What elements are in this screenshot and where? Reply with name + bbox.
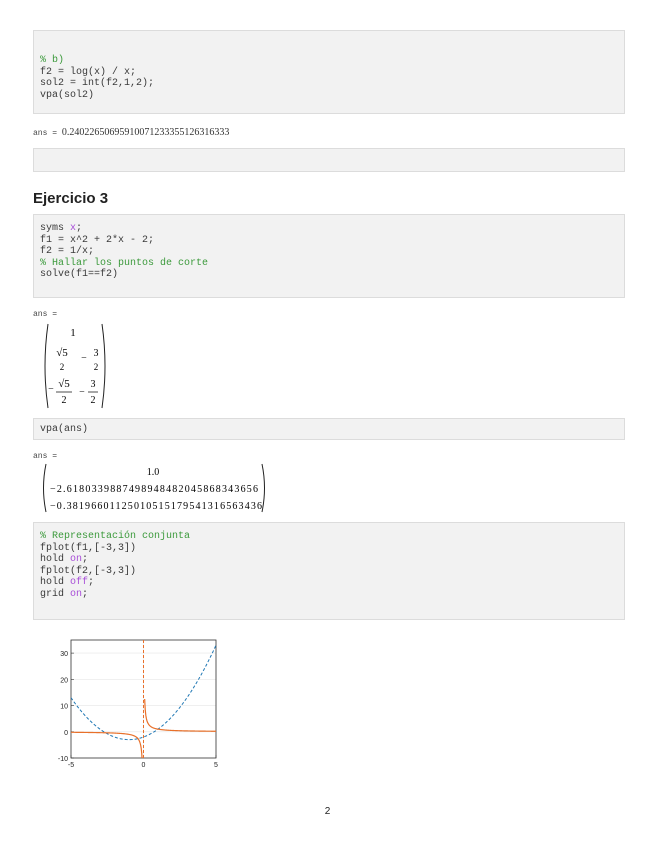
code-text: ; bbox=[76, 223, 83, 234]
x-tick-label: -5 bbox=[67, 762, 75, 768]
code-text: syms bbox=[40, 223, 71, 234]
matrix-entry-3-num2: 3 bbox=[90, 379, 96, 390]
y-tick-label: 10 bbox=[60, 703, 68, 711]
output-symbolic bbox=[33, 308, 57, 319]
y-tick-label: 30 bbox=[60, 651, 68, 659]
x-tick-label: 5 bbox=[214, 762, 218, 768]
matrix-entry-2-den: 2 bbox=[59, 362, 65, 372]
code-line bbox=[40, 223, 618, 235]
y-tick-label: 0 bbox=[64, 729, 68, 737]
vpa-entry-1: 1.0 bbox=[146, 467, 160, 478]
code-comment: % Hallar los puntos de corte bbox=[40, 257, 209, 269]
code-line: fplot(f1,[-3,3]) bbox=[40, 542, 137, 554]
code-line bbox=[40, 589, 618, 601]
y-tick-label: -10 bbox=[57, 756, 68, 763]
matrix-entry-3-num: √5 bbox=[58, 378, 70, 390]
code-text: ; bbox=[88, 577, 95, 588]
code-text: grid bbox=[40, 588, 71, 600]
code-block-ejercicio3[interactable] bbox=[33, 214, 625, 298]
code-line: f1 = x^2 + 2*x - 2; bbox=[40, 234, 155, 246]
code-text: hold bbox=[40, 554, 71, 565]
matrix-entry-3-den: 2 bbox=[61, 395, 67, 406]
matrix-entry-2-num: √5 bbox=[56, 347, 68, 359]
vpa-entry-3: −0.38196601125010515179541316563436 bbox=[50, 501, 262, 512]
ans-label: ans = bbox=[33, 310, 58, 319]
plot-figure bbox=[50, 636, 230, 768]
code-keyword: off bbox=[70, 577, 89, 588]
matrix-entry-3-minus: − bbox=[79, 387, 85, 398]
x-tick-label: 0 bbox=[141, 762, 146, 768]
code-line: vpa(ans) bbox=[40, 424, 89, 435]
ans-label: ans = bbox=[33, 452, 58, 461]
code-line: f2 = 1/x; bbox=[40, 246, 95, 257]
y-tick-label: 20 bbox=[60, 677, 68, 685]
code-comment: % b) bbox=[40, 55, 65, 66]
matrix-entry-1: 1 bbox=[70, 327, 76, 339]
right-paren bbox=[262, 464, 265, 512]
empty-code-cell[interactable] bbox=[33, 148, 625, 172]
vpa-matrix bbox=[40, 462, 270, 516]
code-line: vpa(sol2) bbox=[40, 89, 95, 101]
code-block-plot[interactable] bbox=[33, 522, 625, 620]
code-line bbox=[40, 554, 618, 566]
code-keyword: on bbox=[70, 554, 83, 565]
output-b bbox=[33, 127, 229, 138]
code-text: ; bbox=[82, 554, 89, 565]
code-line: solve(f1==f2) bbox=[40, 269, 119, 280]
matrix-entry-2-den2: 2 bbox=[93, 362, 99, 372]
output-vpa bbox=[33, 450, 57, 461]
vpa-entry-2: −2.6180339887498948482045868343656 bbox=[50, 484, 258, 495]
left-paren bbox=[45, 324, 48, 408]
code-text: hold bbox=[40, 577, 71, 588]
matrix-entry-2-minus: − bbox=[81, 353, 87, 364]
code-keyword: x bbox=[70, 223, 77, 234]
code-comment: % Representación conjunta bbox=[40, 531, 191, 542]
code-block-b[interactable] bbox=[33, 30, 625, 114]
series-reciprocal-line bbox=[71, 732, 142, 764]
section-heading: Ejercicio 3 bbox=[33, 190, 109, 207]
symbolic-matrix bbox=[40, 320, 120, 412]
matrix-entry-2-num2: 3 bbox=[93, 348, 99, 359]
matrix-entry-3-lead-minus: − bbox=[48, 384, 54, 395]
ans-label: ans = bbox=[33, 129, 62, 138]
ans-value: 0.24022650695910071233355126316333 bbox=[61, 127, 230, 138]
code-line bbox=[40, 577, 618, 589]
code-keyword: on bbox=[70, 588, 83, 600]
series-reciprocal-line bbox=[145, 699, 216, 731]
left-paren bbox=[44, 464, 47, 512]
code-line: fplot(f2,[-3,3]) bbox=[40, 565, 137, 577]
code-line: sol2 = int(f2,1,2); bbox=[40, 78, 155, 89]
page-number: 2 bbox=[324, 806, 331, 817]
right-paren bbox=[102, 324, 105, 408]
matrix-entry-3-den2: 2 bbox=[90, 395, 96, 406]
code-block-vpa[interactable] bbox=[33, 418, 625, 440]
code-text: ; bbox=[82, 588, 89, 600]
code-line: f2 = log(x) / x; bbox=[40, 66, 137, 78]
